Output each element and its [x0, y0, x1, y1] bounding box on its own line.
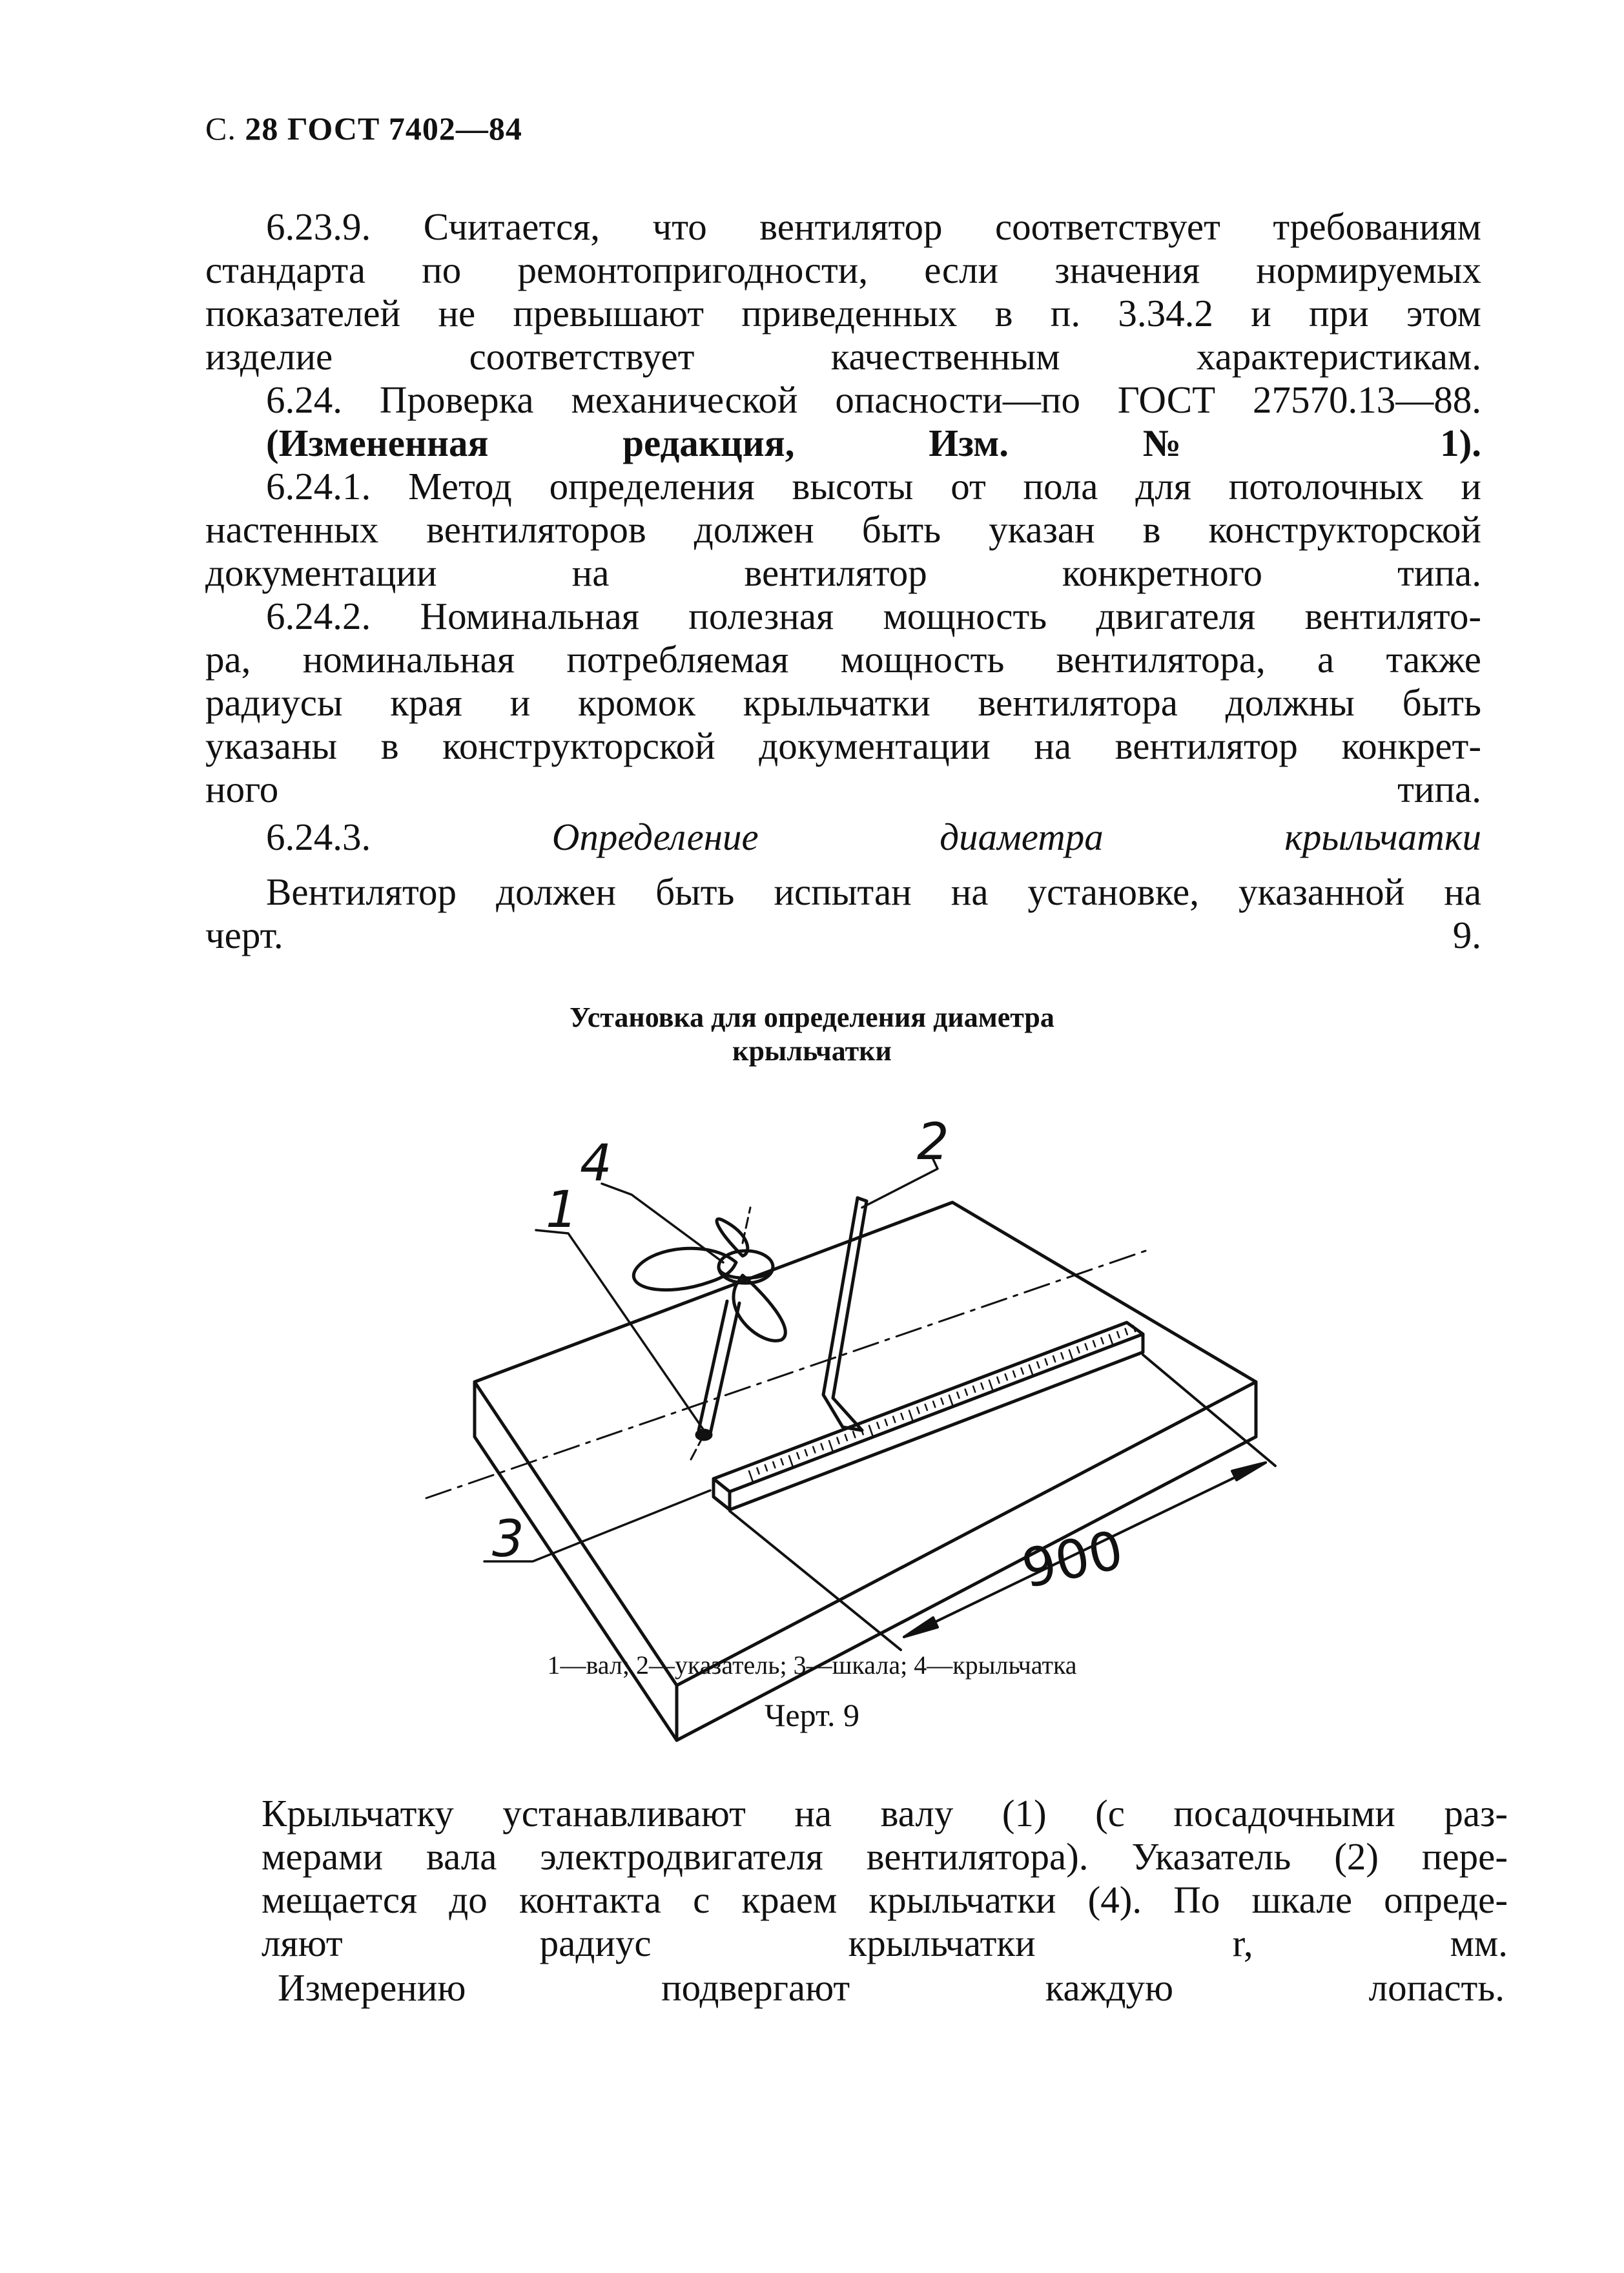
scale-tick [1093, 1341, 1095, 1346]
figure-title-line: Установка для определения диаметра [570, 1002, 1054, 1033]
scale-tick [805, 1450, 807, 1455]
scale-tick [853, 1432, 855, 1437]
label-dimension: 900 [1016, 1519, 1129, 1601]
paragraph-each-blade [278, 1966, 1505, 2010]
text-line: мерами вала электродвигателя вентилятора). Указатель (2) пере- [262, 1835, 1508, 1878]
scale-tick [757, 1468, 759, 1474]
text-line: 6.24. Проверка механической опасности—по ГОСТ 27570.13—88. [266, 378, 1481, 421]
scale-tick [781, 1459, 783, 1465]
scale-tick [909, 1410, 913, 1421]
text-line: ра, номинальная потребляемая мощность вентилятора, а также [205, 638, 1481, 681]
scale-tick [973, 1386, 975, 1392]
scale-tick [1085, 1344, 1087, 1350]
scale-tick [1101, 1338, 1103, 1344]
figure-number: Черт. 9 [764, 1697, 860, 1733]
scale-tick [1013, 1371, 1015, 1377]
text-line: изделие соответствует качественным характеристикам. [205, 335, 1481, 378]
label-shaft: 1 [546, 1181, 578, 1239]
text-line: 6.24.1. Метод определения высоты от пола для потолочных и [266, 465, 1481, 508]
scale-tick [893, 1417, 895, 1423]
scale-tick [941, 1399, 943, 1404]
text-line: Измерению подвергают каждую лопасть. [278, 1966, 1505, 2009]
scale-tick [877, 1423, 879, 1428]
label-impeller: 4 [580, 1135, 612, 1193]
scale-tick [989, 1380, 993, 1390]
text-line: (Измененная редакция, Изм. № 1). [266, 422, 1481, 464]
shaft [691, 1301, 739, 1459]
page-prefix: С. [205, 110, 236, 147]
scale-tick [1109, 1335, 1113, 1345]
label-scale: 3 [492, 1510, 524, 1568]
section-number: 6.24.3. [266, 816, 371, 858]
scale-tick [1021, 1368, 1023, 1374]
text-line: документации на вентилятор конкретного типа. [205, 551, 1481, 594]
scale-tick [1005, 1374, 1007, 1380]
scale-tick [917, 1408, 919, 1414]
page-number: 28 [245, 110, 279, 147]
section-title: Определение диаметра крыльчатки [551, 816, 1481, 858]
scale-tick [845, 1435, 847, 1441]
scale-tick [821, 1444, 823, 1450]
scale-tick [957, 1392, 959, 1398]
text-line: черт. 9. [205, 914, 1481, 956]
scale-tick [773, 1462, 775, 1468]
scale-tick [765, 1465, 767, 1471]
scale-tick [1053, 1356, 1055, 1362]
scale-tick [1125, 1329, 1127, 1335]
scale-tick [885, 1419, 887, 1425]
pointer [823, 1198, 867, 1430]
text-line: стандарта по ремонтопригодности, если значения нормируемых [205, 249, 1481, 291]
figure-caption: 1—вал; 2—указатель; 3—шкала; 4—крыльчатка [547, 1651, 1077, 1680]
scale-tick [933, 1401, 935, 1407]
scale-tick [1045, 1359, 1047, 1365]
scale-tick [837, 1437, 839, 1443]
scale-tick [981, 1383, 983, 1389]
text-line: Вентилятор должен быть испытан на установке, указанной на [266, 870, 1481, 913]
label-pointer: 2 [917, 1113, 949, 1171]
text-line: радиусы края и кромок крыльчатки вентилятора должны быть [205, 681, 1481, 724]
scale-bar [714, 1322, 1143, 1510]
scale-tick [1069, 1350, 1073, 1361]
scale-tick [829, 1441, 833, 1451]
text-line: Крыльчатку устанавливают на валу (1) (с посадочными раз- [262, 1792, 1508, 1835]
scale-tick [925, 1404, 927, 1410]
text-line: мещается до контакта с краем крыльчатки (4). По шкале опреде- [262, 1878, 1508, 1921]
scale-tick [789, 1456, 793, 1466]
text-line: ного типа. [205, 768, 1481, 810]
text-line: ляют радиус крыльчатки r, мм. [262, 1922, 1508, 1964]
scale-tick [797, 1453, 799, 1459]
scale-tick [813, 1447, 815, 1453]
scale-tick [1061, 1353, 1063, 1359]
scale-tick [1037, 1362, 1039, 1368]
figure-title-line: крыльчатки [732, 1035, 892, 1067]
scale-tick [949, 1395, 953, 1406]
scale-tick [1117, 1332, 1119, 1337]
scale-tick [965, 1389, 967, 1395]
scale-tick [1029, 1365, 1033, 1375]
text-line: 6.24.2. Номинальная полезная мощность двигателя вентилято- [266, 595, 1481, 637]
scale-tick [1077, 1347, 1079, 1353]
dimension-900 [730, 1355, 1275, 1650]
text-line: настенных вентиляторов должен быть указан в конструкторской [205, 508, 1481, 551]
scale-tick [749, 1471, 753, 1481]
paragraph-procedure [262, 1792, 1508, 1965]
text-line: 6.23.9. Считается, что вентилятор соответствует требованиям [266, 205, 1481, 248]
text-line: показателей не превышают приведенных в п. 3.34.2 и при этом [205, 292, 1481, 334]
scale-tick [901, 1414, 903, 1419]
scale-tick [997, 1377, 999, 1383]
scale-ticks [749, 1326, 1135, 1481]
scale-tick [869, 1426, 873, 1436]
text-line: указаны в конструкторской документации на вентилятор конкрет- [205, 725, 1481, 767]
doc-id: ГОСТ 7402—84 [287, 110, 522, 147]
